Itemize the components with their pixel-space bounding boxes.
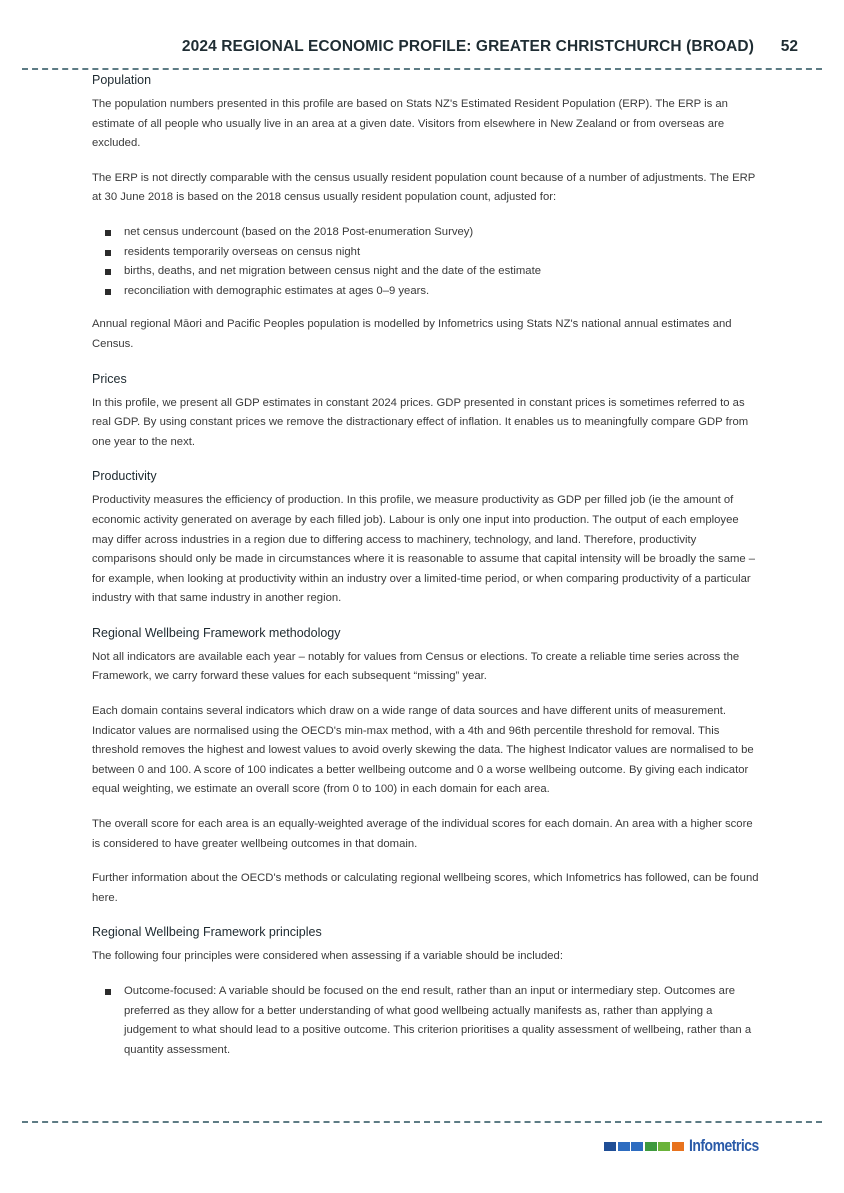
section-heading: Prices bbox=[92, 371, 127, 386]
section-wellbeing-methodology bbox=[92, 624, 760, 909]
top-divider bbox=[22, 68, 822, 70]
list-item: reconciliation with demographic estimates at ages 0–9 years. bbox=[92, 282, 760, 302]
section-population bbox=[92, 71, 760, 355]
list-item: residents temporarily overseas on census night bbox=[92, 243, 760, 263]
section-heading: Regional Wellbeing Framework methodology bbox=[92, 625, 341, 640]
logo-block-icon bbox=[672, 1142, 684, 1151]
logo-block-icon bbox=[658, 1142, 670, 1151]
paragraph: Each domain contains several indicators which draw on a wide range of data sources and have different units of measurement. Indicator values are normalised using the OECD's min-max method, with a 4th and 96th percentile threshold for removal. This threshold removes the highest and lowest values to avoid overly skewing the data. The highest Indicator values are normalised to be between 0 and 100. A score of 100 indicates a better wellbeing outcome and 0 a worse wellbeing outcome. By giving each indicator equal weighting, we estimate an overall score (from 0 to 100) in each domain for each area. bbox=[92, 705, 754, 796]
bottom-divider bbox=[22, 1121, 822, 1123]
section-heading: Productivity bbox=[92, 469, 157, 484]
section-heading: Regional Wellbeing Framework principles bbox=[92, 925, 322, 940]
paragraph: The overall score for each area is an equally-weighted average of the individual scores for each domain. An area with a higher score is considered to have greater wellbeing outcomes in that domain. bbox=[92, 818, 753, 850]
section-prices bbox=[92, 370, 760, 453]
paragraph: The population numbers presented in this profile are based on Stats NZ's Estimated Resident Population (ERP). The ERP is an estimate of all people who usually live in an area at a given date. Visitors from elsewhere in New Zealand or from overseas are excluded. bbox=[92, 98, 728, 150]
paragraph: Annual regional Māori and Pacific Peoples population is modelled by Infometrics using Stats NZ's national annual estimates and Census. bbox=[92, 318, 732, 350]
section-wellbeing-principles bbox=[92, 923, 760, 1060]
logo-wordmark: Infometrics bbox=[689, 1136, 759, 1155]
section-heading: Population bbox=[92, 73, 152, 87]
document-title: 2024 REGIONAL ECONOMIC PROFILE: GREATER CHRISTCHURCH (BROAD) bbox=[181, 38, 754, 55]
bullet-list bbox=[92, 223, 760, 301]
page-body bbox=[92, 71, 760, 1074]
logo-block-icon bbox=[618, 1142, 630, 1151]
logo-block-icon bbox=[631, 1142, 643, 1151]
page-header bbox=[0, 38, 844, 62]
logo-block-icon bbox=[645, 1142, 657, 1151]
logo-block-icon bbox=[604, 1142, 616, 1151]
paragraph: Productivity measures the efficiency of production. In this profile, we measure productivity as GDP per filled job (ie the amount of economic activity generated on average by each filled job). Labour is only one input into production. The output of each employee may differ across industries in a region due to differing access to machinery, technology, and land. Therefore, productivity comparisons should only be made in circumstances where it is reasonable to assume that capital intensity will be broadly the same – for example, when looking at productivity within an industry over a limited-time period, or when comparing productivity of a particular industry with that same industry in another region. bbox=[92, 494, 756, 605]
paragraph: Not all indicators are available each year – notably for values from Census or elections. To create a reliable time series across the Framework, we carry forward these values for each subsequent “missing” year. bbox=[92, 650, 740, 683]
list-item: births, deaths, and net migration between census night and the date of the estimate bbox=[92, 262, 760, 282]
paragraph: The following four principles were considered when assessing if a variable should be included: bbox=[92, 950, 563, 963]
section-productivity bbox=[92, 467, 760, 609]
list-item: net census undercount (based on the 2018 Post-enumeration Survey) bbox=[92, 223, 760, 243]
page-number: 52 bbox=[780, 38, 798, 55]
bullet-list bbox=[92, 982, 760, 1060]
paragraph: Further information about the OECD's methods or calculating regional wellbeing scores, which Infometrics has followed, can be found here. bbox=[92, 872, 759, 904]
infometrics-logo bbox=[604, 1136, 774, 1156]
list-item: Outcome-focused: A variable should be focused on the end result, rather than an input or intermediary step. Outcomes are preferred as they allow for a better understanding of what good wellbeing actually manifests as, rather than applying a judgement to what should lead to a positive outcome. This criterion prioritises a quality assessment of wellbeing, rather than a quantity assessment. bbox=[92, 982, 760, 1060]
paragraph: The ERP is not directly comparable with the census usually resident population count because of a number of adjustments. The ERP at 30 June 2018 is based on the 2018 census usually resident population count, adjusted for: bbox=[92, 171, 756, 204]
paragraph: In this profile, we present all GDP estimates in constant 2024 prices. GDP presented in constant prices is sometimes referred to as real GDP. By using constant prices we remove the distractionary effect of inflation. It enables us to meaningfully compare GDP from one year to the next. bbox=[92, 396, 749, 448]
